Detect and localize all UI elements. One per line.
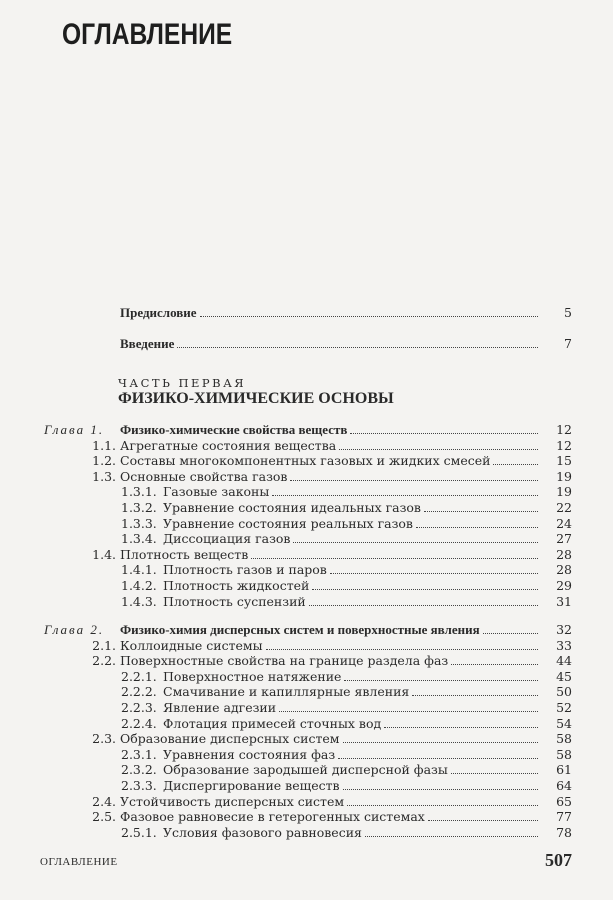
entry-title: Физико-химия дисперсных систем и поверхностные явления xyxy=(120,622,480,637)
toc-section xyxy=(0,469,613,485)
entry-title-with-leader xyxy=(163,669,538,685)
entry-title: Диссоциация газов xyxy=(163,531,291,547)
part-label: ЧАСТЬ ПЕРВАЯ xyxy=(118,376,247,390)
entry-page: 44 xyxy=(556,653,572,669)
dot-leader xyxy=(451,773,538,774)
entry-title-with-leader xyxy=(120,638,538,654)
entry-title-with-leader xyxy=(120,422,538,438)
toc-section xyxy=(0,453,613,469)
entry-number: 1.2. xyxy=(92,453,116,469)
toc-subsection xyxy=(0,700,613,716)
entry-page: 24 xyxy=(556,515,572,531)
entry-number: 2.2.3. xyxy=(121,700,157,715)
toc-section xyxy=(0,794,613,810)
entry-page: 22 xyxy=(556,500,572,515)
dot-leader xyxy=(177,347,538,348)
entry-title: Смачивание и капиллярные явления xyxy=(163,684,410,700)
entry-page: 77 xyxy=(556,809,572,825)
entry-title: Уравнение состояния идеальных газов xyxy=(163,500,421,515)
entry-title: Уравнения состояния фаз xyxy=(163,746,336,762)
entry-number: 2.4. xyxy=(92,793,116,809)
toc-subsection xyxy=(0,578,613,594)
entry-title: Явление адгезии xyxy=(163,700,277,715)
entry-number: 1.4.1. xyxy=(121,562,157,578)
dot-leader xyxy=(428,820,538,821)
entry-title-with-leader xyxy=(163,762,538,778)
entry-title-with-leader xyxy=(163,747,538,763)
entry-title-with-leader xyxy=(163,516,538,532)
entry-title: Плотность газов и паров xyxy=(163,562,327,578)
entry-number: 2.3. xyxy=(92,731,116,747)
entry-number: 1.3.2. xyxy=(121,500,157,515)
entry-title-with-leader xyxy=(163,484,538,500)
entry-title: Уравнение состояния реальных газов xyxy=(163,515,413,531)
entry-number: 1.3. xyxy=(92,468,116,484)
entry-title-with-leader xyxy=(163,531,538,547)
entry-number: 1.3.4. xyxy=(121,531,157,547)
entry-number: 2.2.2. xyxy=(121,684,157,700)
toc-subsection xyxy=(0,531,613,547)
dot-leader xyxy=(384,727,538,728)
entry-number: 2.5. xyxy=(92,809,116,825)
entry-page: 29 xyxy=(556,578,572,593)
entry-number: 2.2. xyxy=(92,653,116,669)
entry-page: 64 xyxy=(556,778,572,793)
entry-page: 33 xyxy=(556,637,572,653)
entry-page: 31 xyxy=(556,593,572,609)
entry-page: 12 xyxy=(556,437,572,453)
entry-page: 61 xyxy=(556,762,572,778)
entry-page: 15 xyxy=(556,453,572,469)
entry-title: Образование дисперсных систем xyxy=(120,731,340,747)
dot-leader xyxy=(493,464,538,465)
entry-title-with-leader xyxy=(163,716,538,732)
entry-page: 52 xyxy=(556,700,572,715)
entry-title-with-leader xyxy=(163,700,538,716)
running-head: ОГЛАВЛЕНИЕ xyxy=(40,856,118,868)
entry-page: 28 xyxy=(556,562,572,578)
dot-leader xyxy=(200,316,538,317)
entry-title: Плотность суспензий xyxy=(163,593,306,609)
entry-number: 1.4. xyxy=(92,546,116,562)
entry-title: Образование зародышей дисперсной фазы xyxy=(163,762,448,778)
toc-subsection xyxy=(0,484,613,500)
toc-entry-preface xyxy=(0,305,613,321)
toc-chapter xyxy=(0,622,613,638)
entry-title-with-leader xyxy=(163,500,538,516)
entry-number: 2.1. xyxy=(92,637,116,653)
entry-title: Газовые законы xyxy=(163,484,270,500)
chapter-label: Глава 1. xyxy=(44,422,105,437)
toc-subsection xyxy=(0,778,613,794)
dot-leader xyxy=(330,573,538,574)
toc-section xyxy=(0,809,613,825)
entry-number: 2.3.1. xyxy=(121,746,157,762)
toc-section xyxy=(0,731,613,747)
dot-leader xyxy=(338,758,538,759)
entry-title: Предисловие xyxy=(120,305,197,320)
entry-title: Диспергирование веществ xyxy=(163,778,340,793)
toc-section xyxy=(0,638,613,654)
entry-title-with-leader xyxy=(163,562,538,578)
entry-title-with-leader xyxy=(163,578,538,594)
entry-title: Составы многокомпонентных газовых и жидких смесей xyxy=(120,453,491,469)
entry-title-with-leader xyxy=(163,684,538,700)
entry-title: Физико-химические свойства веществ xyxy=(120,422,348,437)
entry-title: Плотность жидкостей xyxy=(163,578,310,593)
toc-subsection xyxy=(0,669,613,685)
page-title: ОГЛАВЛЕНИЕ xyxy=(62,18,233,51)
toc-subsection xyxy=(0,762,613,778)
dot-leader xyxy=(343,789,538,790)
entry-title: Введение xyxy=(120,336,175,351)
entry-title: Устойчивость дисперсных систем xyxy=(120,793,345,809)
entry-page: 65 xyxy=(556,793,572,809)
entry-title-with-leader xyxy=(120,809,538,825)
toc-section xyxy=(0,653,613,669)
dot-leader xyxy=(350,433,538,434)
dot-leader xyxy=(424,511,538,512)
dot-leader xyxy=(279,711,538,712)
entry-page: 58 xyxy=(556,731,572,747)
entry-title-with-leader xyxy=(120,305,538,321)
entry-number: 1.3.3. xyxy=(121,515,157,531)
toc-subsection xyxy=(0,825,613,841)
entry-number: 1.4.3. xyxy=(121,593,157,609)
entry-page: 5 xyxy=(564,305,572,320)
entry-number: 2.5.1. xyxy=(121,824,157,840)
toc-subsection xyxy=(0,500,613,516)
entry-page: 32 xyxy=(556,622,572,637)
entry-title: Фазовое равновесие в гетерогенных системах xyxy=(120,809,425,825)
page-number: 507 xyxy=(545,850,572,870)
toc-subsection xyxy=(0,516,613,532)
entry-page: 19 xyxy=(556,484,572,500)
entry-page: 50 xyxy=(556,684,572,700)
toc-chapter xyxy=(0,422,613,438)
entry-page: 54 xyxy=(556,715,572,731)
entry-page: 19 xyxy=(556,468,572,484)
entry-title-with-leader xyxy=(163,594,538,610)
entry-title: Флотация примесей сточных вод xyxy=(163,715,382,731)
chapter-label: Глава 2. xyxy=(44,622,105,637)
toc-subsection xyxy=(0,747,613,763)
toc-subsection xyxy=(0,562,613,578)
entry-title-with-leader xyxy=(120,547,538,563)
entry-title-with-leader xyxy=(120,336,538,352)
entry-title: Поверхностные свойства на границе раздела фаз xyxy=(120,653,449,669)
dot-leader xyxy=(309,605,538,606)
entry-title-with-leader xyxy=(120,731,538,747)
entry-number: 2.2.4. xyxy=(121,715,157,731)
entry-page: 12 xyxy=(556,422,572,437)
entry-page: 58 xyxy=(556,746,572,762)
dot-leader xyxy=(412,695,538,696)
dot-leader xyxy=(293,542,538,543)
entry-title: Условия фазового равновесия xyxy=(163,824,362,840)
entry-title: Коллоидные системы xyxy=(120,637,263,653)
entry-title: Агрегатные состояния вещества xyxy=(120,437,337,453)
entry-page: 78 xyxy=(556,824,572,840)
dot-leader xyxy=(451,664,538,665)
entry-number: 2.2.1. xyxy=(121,668,157,684)
dot-leader xyxy=(344,680,538,681)
toc-entry-introduction xyxy=(0,336,613,352)
part-title: ФИЗИКО-ХИМИЧЕСКИЕ ОСНОВЫ xyxy=(118,390,394,407)
entry-page: 28 xyxy=(556,546,572,562)
toc-section xyxy=(0,438,613,454)
dot-leader xyxy=(290,480,538,481)
entry-title-with-leader xyxy=(163,778,538,794)
entry-title: Основные свойства газов xyxy=(120,468,288,484)
toc-subsection xyxy=(0,716,613,732)
dot-leader xyxy=(339,449,538,450)
entry-title-with-leader xyxy=(120,794,538,810)
dot-leader xyxy=(365,836,538,837)
entry-page: 7 xyxy=(564,336,572,351)
entry-title-with-leader xyxy=(120,622,538,638)
entry-page: 45 xyxy=(556,668,572,684)
entry-title-with-leader xyxy=(163,825,538,841)
dot-leader xyxy=(312,589,538,590)
entry-title-with-leader xyxy=(120,453,538,469)
toc-subsection xyxy=(0,684,613,700)
dot-leader xyxy=(416,527,538,528)
toc-subsection xyxy=(0,594,613,610)
entry-title-with-leader xyxy=(120,653,538,669)
entry-title-with-leader xyxy=(120,438,538,454)
dot-leader xyxy=(347,805,538,806)
dot-leader xyxy=(343,742,538,743)
entry-title-with-leader xyxy=(120,469,538,485)
entry-title: Поверхностное натяжение xyxy=(163,668,342,684)
entry-page: 27 xyxy=(556,531,572,547)
dot-leader xyxy=(483,633,538,634)
entry-number: 1.3.1. xyxy=(121,484,157,500)
entry-number: 1.1. xyxy=(92,437,116,453)
toc-section xyxy=(0,547,613,563)
entry-number: 2.3.2. xyxy=(121,762,157,778)
entry-number: 2.3.3. xyxy=(121,778,157,793)
entry-number: 1.4.2. xyxy=(121,578,157,593)
dot-leader xyxy=(266,649,538,650)
dot-leader xyxy=(251,558,538,559)
entry-title: Плотность веществ xyxy=(120,546,249,562)
dot-leader xyxy=(272,495,538,496)
